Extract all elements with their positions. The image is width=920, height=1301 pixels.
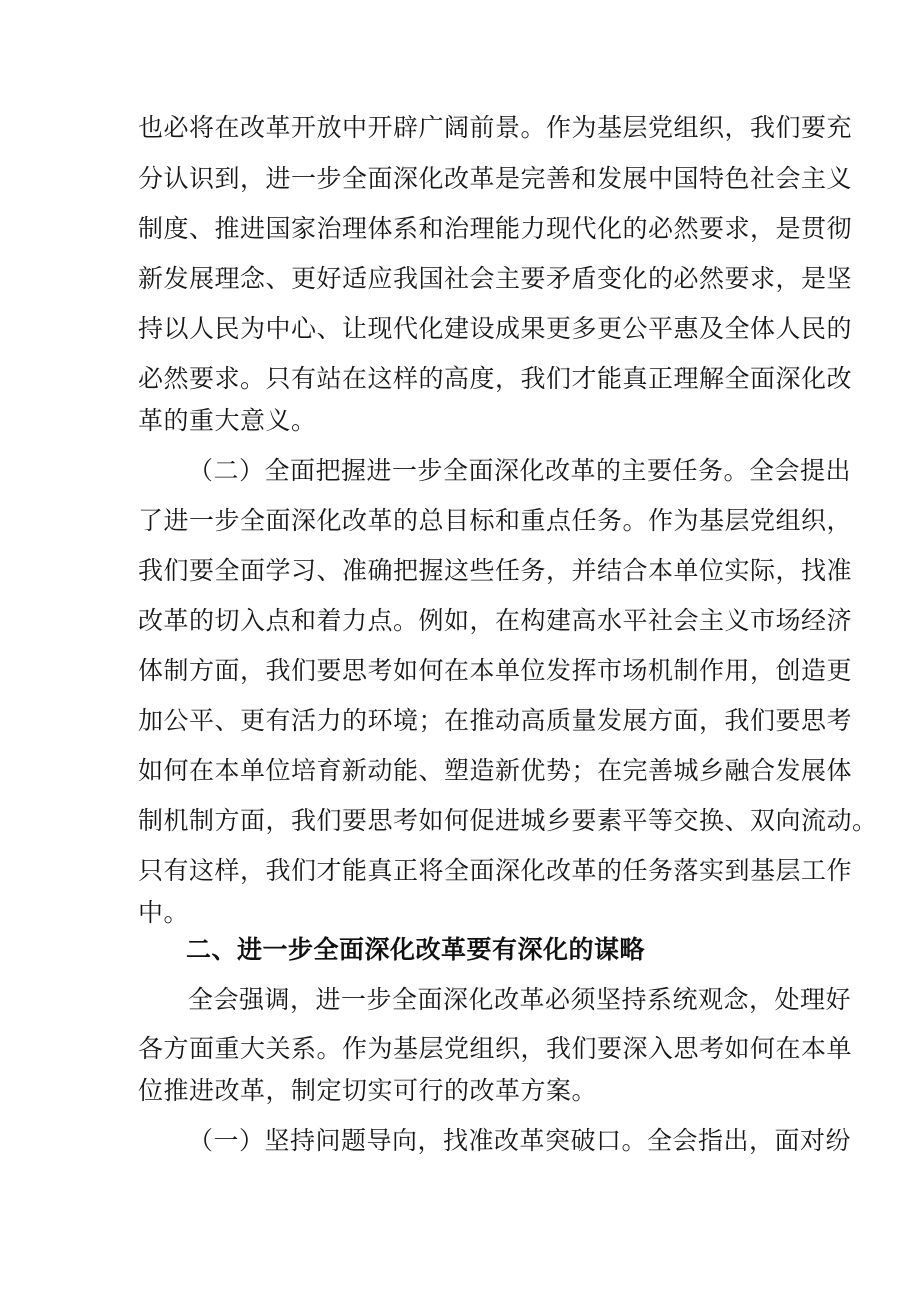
paragraph-line: 新发展理念、更好适应我国社会主要矛盾变化的必然要求，是坚 — [138, 264, 853, 293]
paragraph-line: 中。 — [138, 898, 190, 927]
paragraph-line: 我们要全面学习、准确把握这些任务，并结合本单位实际，找准 — [138, 556, 853, 585]
paragraph-line: 制机制方面，我们要思考如何促进城乡要素平等交换、双向流动。 — [138, 806, 878, 835]
paragraph-line: （一）坚持问题导向，找准改革突破口。全会指出，面对纷 — [188, 1126, 852, 1155]
paragraph-line: 制度、推进国家治理体系和治理能力现代化的必然要求，是贯彻 — [138, 214, 853, 243]
paragraph-line: 全会强调，进一步全面深化改革必须坚持系统观念，处理好 — [188, 985, 852, 1014]
paragraph-line: （二）全面把握进一步全面深化改革的主要任务。全会提出 — [188, 456, 852, 485]
paragraph-line: 体制方面，我们要思考如何在本单位发挥市场机制作用，创造更 — [138, 656, 853, 685]
paragraph-line: 了进一步全面深化改革的总目标和重点任务。作为基层党组织， — [138, 506, 853, 535]
paragraph-line: 如何在本单位培育新动能、塑造新优势；在完善城乡融合发展体 — [138, 756, 853, 785]
paragraph-line: 分认识到，进一步全面深化改革是完善和发展中国特色社会主义 — [138, 164, 853, 193]
paragraph-line: 各方面重大关系。作为基层党组织，我们要深入思考如何在本单 — [138, 1034, 853, 1063]
paragraph-line: 必然要求。只有站在这样的高度，我们才能真正理解全面深化改 — [138, 364, 853, 393]
paragraph-line: 也必将在改革开放中开辟广阔前景。作为基层党组织，我们要充 — [138, 113, 853, 142]
paragraph-line: 加公平、更有活力的环境；在推动高质量发展方面，我们要思考 — [138, 706, 853, 735]
paragraph-line: 革的重大意义。 — [138, 406, 317, 435]
paragraph-line: 改革的切入点和着力点。例如，在构建高水平社会主义市场经济 — [138, 606, 853, 635]
paragraph-line: 持以人民为中心、让现代化建设成果更多更公平惠及全体人民的 — [138, 314, 853, 343]
paragraph-line: 只有这样，我们才能真正将全面深化改革的任务落实到基层工作 — [138, 856, 853, 885]
paragraph-line: 位推进改革，制定切实可行的改革方案。 — [138, 1076, 598, 1105]
section-heading: 二、进一步全面深化改革要有深化的谋略 — [186, 935, 646, 964]
